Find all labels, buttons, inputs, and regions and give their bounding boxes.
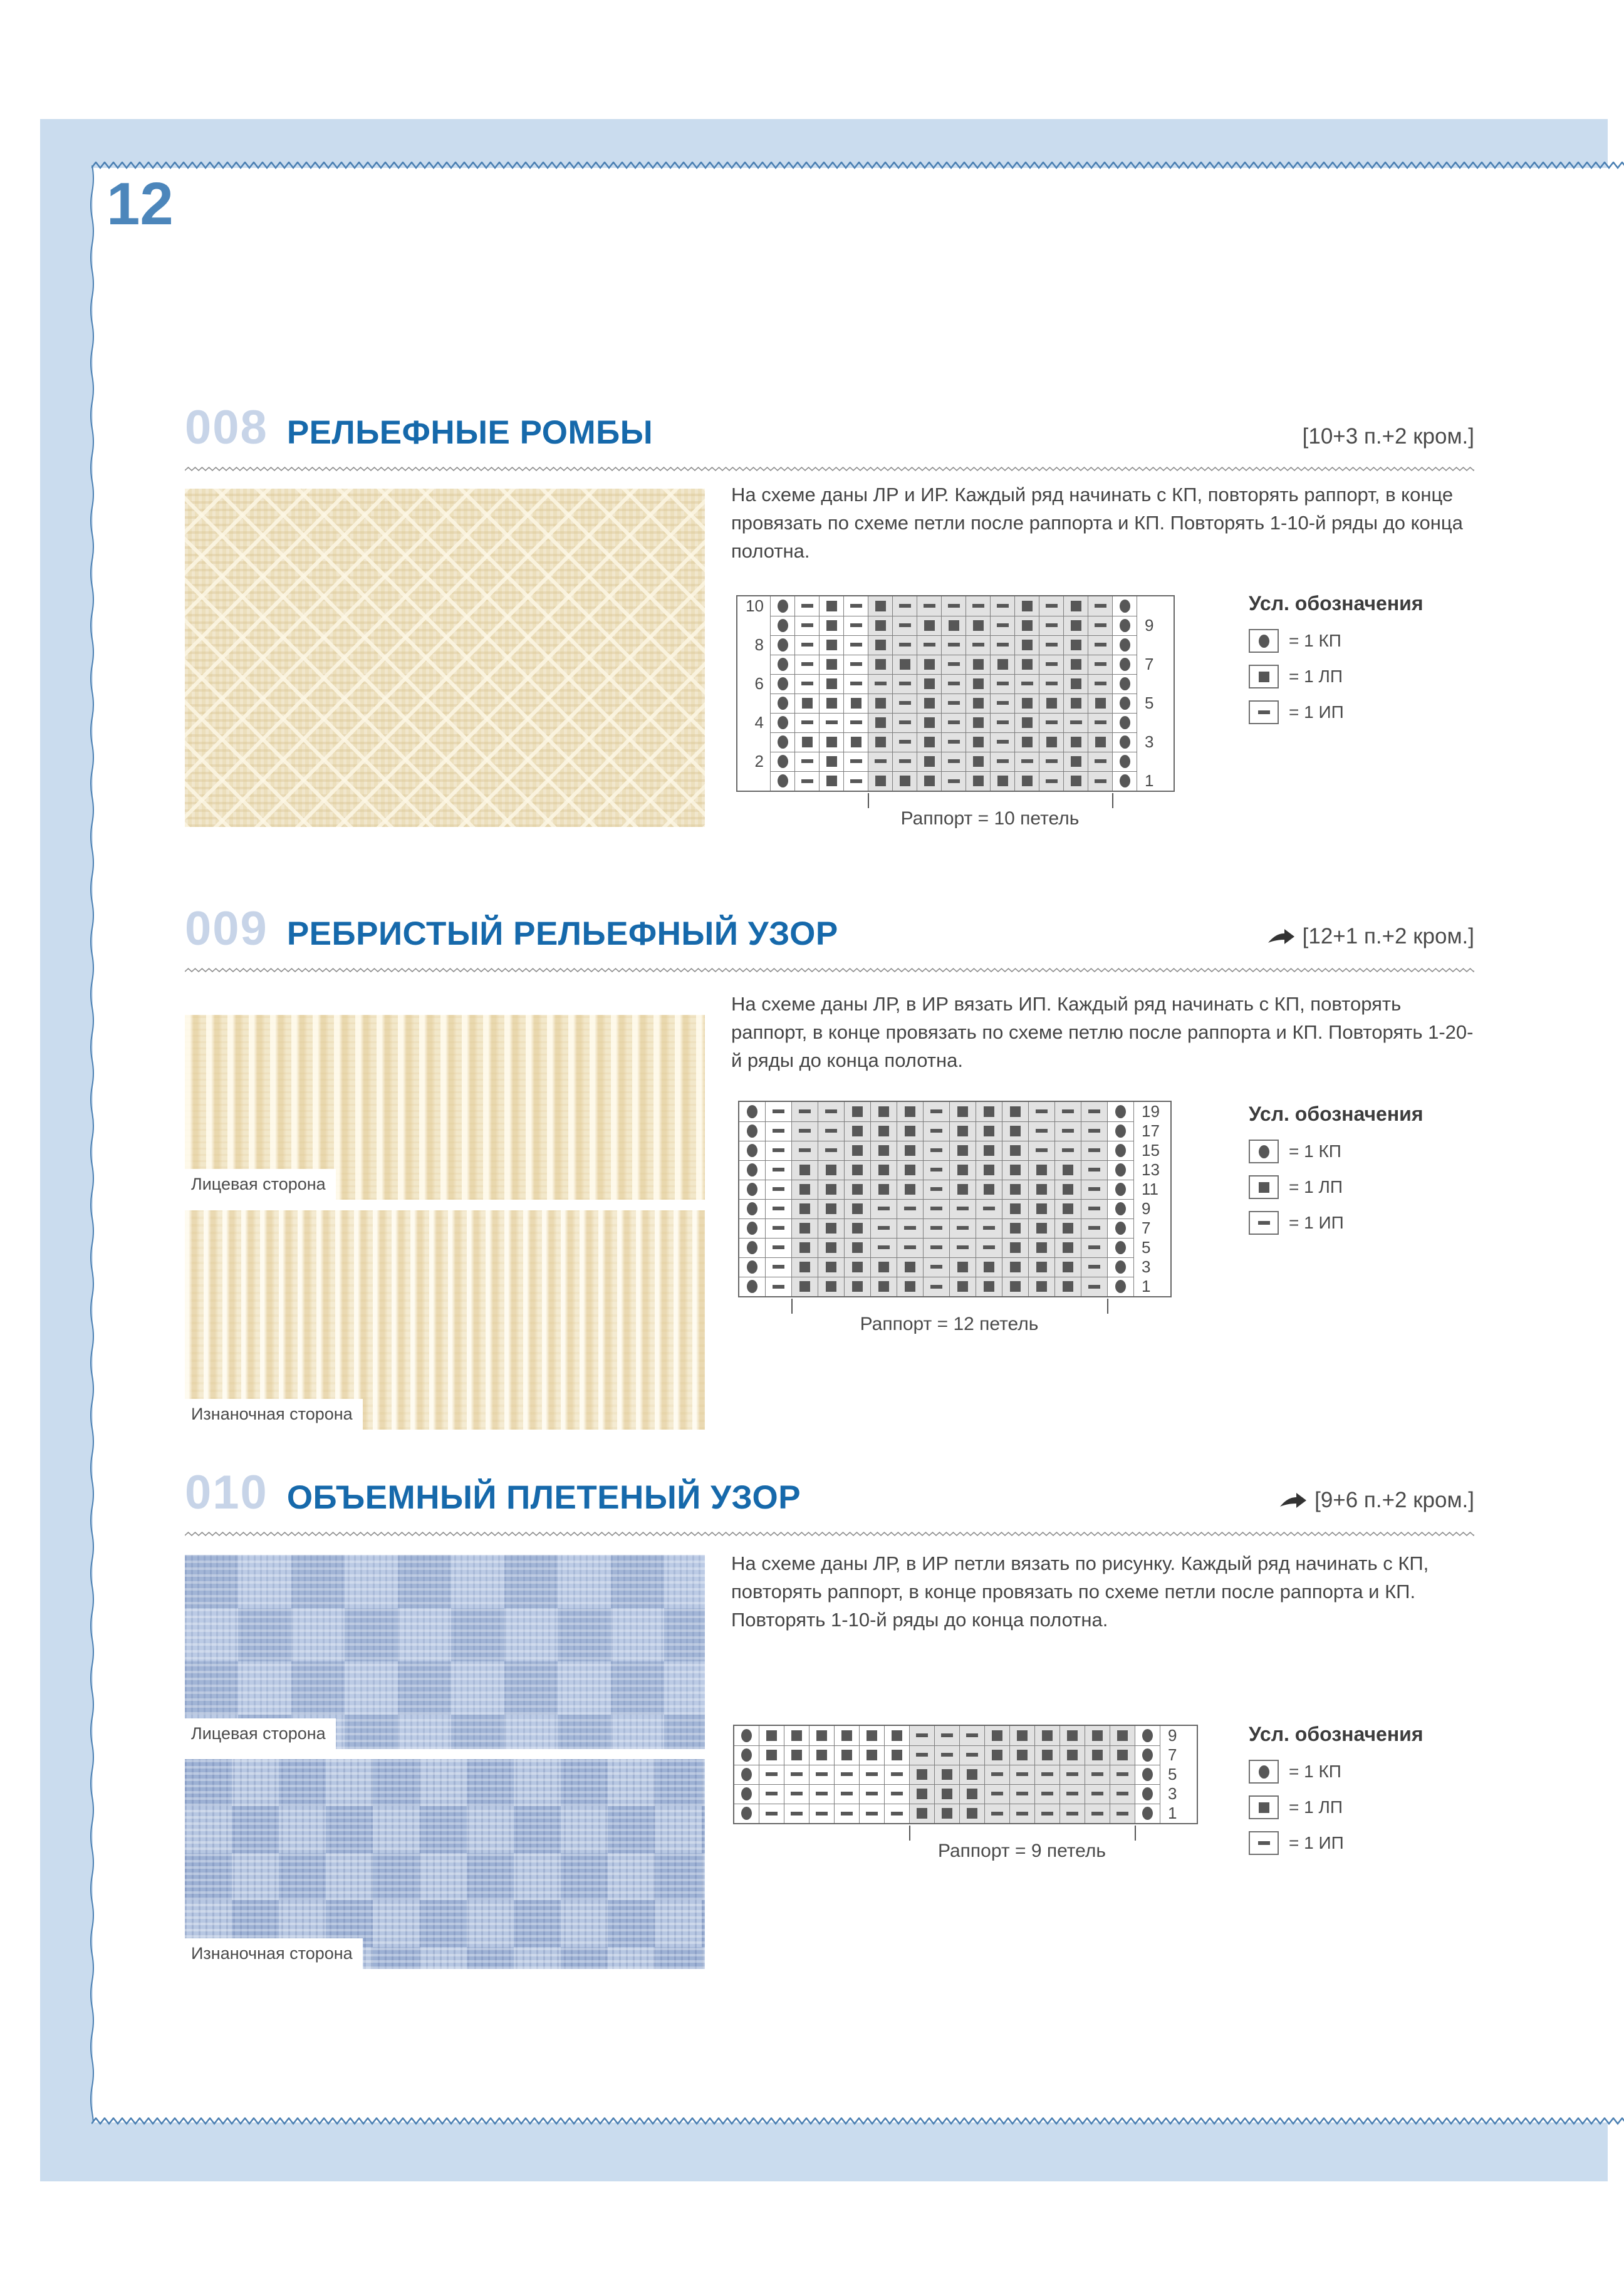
square-symbol-icon <box>1249 1795 1279 1819</box>
pattern-title: РЕБРИСТЫЙ РЕЛЬЕФНЫЙ УЗОР <box>286 915 838 952</box>
pattern-description: На схеме даны ЛР, в ИР петли вязать по рисунку. Каждый ряд начинать с КП, повторять раппорт, в конце провязать по схеме петли после раппорта и КП. Повторять 1-10-й ряды до конца полотна. <box>731 1552 1429 1631</box>
legend-item <box>1249 700 1481 724</box>
legend-item <box>1249 1211 1481 1235</box>
legend-item <box>1249 629 1481 653</box>
pattern-title: ОБЪЕМНЫЙ ПЛЕТЕНЫЙ УЗОР <box>286 1479 801 1516</box>
pattern-photo-back <box>185 1759 705 1969</box>
legend-item-label: = 1 ЛП <box>1289 1177 1343 1197</box>
rapport-tick <box>1135 1826 1136 1841</box>
header-divider-zigzag <box>185 1532 1474 1537</box>
pattern-number: 008 <box>185 401 268 454</box>
pattern-section-010 <box>185 1466 1474 1977</box>
legend-item <box>1249 1795 1481 1819</box>
legend-item <box>1249 1831 1481 1855</box>
chart-legend <box>1249 1723 1481 1867</box>
knitting-chart: 9 7 5 3 1 Раппорт = 9 петель <box>733 1725 1198 1824</box>
legend-item-label: = 1 КП <box>1289 1762 1341 1781</box>
rapport-tick <box>1112 793 1113 808</box>
chart-legend <box>1249 592 1481 736</box>
header-divider-zigzag <box>185 467 1474 472</box>
photo-label: Изнаночная сторона <box>185 1399 363 1430</box>
legend-item-label: = 1 ЛП <box>1289 1797 1343 1817</box>
chart-caption: Раппорт = 10 петель <box>900 808 1080 829</box>
legend-item-label: = 1 ЛП <box>1289 667 1343 686</box>
photo-label: Лицевая сторона <box>185 1169 336 1200</box>
stitch-count-note <box>1278 1488 1474 1513</box>
pattern-photo-front <box>185 1555 705 1749</box>
legend-title: Усл. обозначения <box>1249 592 1424 615</box>
dash-symbol-icon <box>1249 1211 1279 1235</box>
circle-symbol-icon <box>1249 629 1279 653</box>
legend-item <box>1249 1140 1481 1163</box>
legend-item <box>1249 1760 1481 1784</box>
square-symbol-icon <box>1249 1175 1279 1199</box>
page-number: 12 <box>107 170 174 237</box>
pattern-photo-front <box>185 1015 705 1200</box>
pattern-photo-back <box>185 1210 705 1430</box>
chart-caption: Раппорт = 9 петель <box>937 1841 1106 1861</box>
section-header <box>185 401 1474 454</box>
arrow-right-icon <box>1266 928 1295 945</box>
section-header <box>185 1466 1474 1519</box>
legend-item <box>1249 665 1481 688</box>
pattern-number: 009 <box>185 902 268 955</box>
wavy-border-left <box>88 165 96 2122</box>
pattern-section-008 <box>185 401 1474 836</box>
pattern-photo <box>185 489 705 827</box>
zigzag-border-bottom <box>91 2117 1624 2125</box>
header-divider-zigzag <box>185 968 1474 973</box>
stitch-count-note <box>1303 424 1474 449</box>
legend-title: Усл. обозначения <box>1249 1103 1424 1125</box>
pattern-description: На схеме даны ЛР, в ИР вязать ИП. Каждый ряд начинать с КП, повторять раппорт, в конце провязать по схеме петлю после раппорта и КП. Повторять 1-20-й ряды до конца полотна. <box>731 993 1474 1071</box>
arrow-right-icon <box>1278 1492 1307 1509</box>
knitting-chart: 19 17 15 13 11 9 7 5 3 1 Раппорт = 12 петель <box>738 1101 1172 1297</box>
dash-symbol-icon <box>1249 1831 1279 1855</box>
section-header <box>185 902 1474 955</box>
legend-item <box>1249 1175 1481 1199</box>
stitch-count-text: [12+1 п.+2 кром.] <box>1302 924 1474 948</box>
dash-symbol-icon <box>1249 700 1279 724</box>
zigzag-border-top <box>91 162 1624 169</box>
stitch-count-text: [10+3 п.+2 кром.] <box>1302 424 1474 449</box>
circle-symbol-icon <box>1249 1140 1279 1163</box>
stitch-count-text: [9+6 п.+2 кром.] <box>1314 1488 1474 1512</box>
photo-label: Лицевая сторона <box>185 1718 336 1749</box>
legend-item-label: = 1 ИП <box>1289 702 1344 722</box>
legend-item-label: = 1 КП <box>1289 1141 1341 1161</box>
legend-title: Усл. обозначения <box>1249 1723 1424 1745</box>
legend-item-label: = 1 ИП <box>1289 1213 1344 1232</box>
pattern-description: На схеме даны ЛР и ИР. Каждый ряд начинать с КП, повторять раппорт, в конце провязать по схеме петли после раппорта и КП. Повторять 1-10-й ряды до конца полотна. <box>731 484 1463 562</box>
circle-symbol-icon <box>1249 1760 1279 1784</box>
pattern-number: 010 <box>185 1466 268 1519</box>
chart-caption: Раппорт = 12 петель <box>860 1314 1039 1334</box>
square-symbol-icon <box>1249 665 1279 688</box>
pattern-section-009 <box>185 902 1474 1469</box>
pattern-title: РЕЛЬЕФНЫЕ РОМБЫ <box>286 414 653 451</box>
knitting-chart: 10 9 8 7 6 5 4 3 2 1 Раппорт = 10 петель <box>736 595 1175 792</box>
stitch-count-note <box>1266 924 1474 949</box>
rapport-tick <box>1107 1299 1108 1314</box>
legend-item-label: = 1 ИП <box>1289 1833 1344 1852</box>
photo-label: Изнаночная сторона <box>185 1938 363 1969</box>
legend-item-label: = 1 КП <box>1289 631 1341 650</box>
chart-legend <box>1249 1103 1481 1247</box>
